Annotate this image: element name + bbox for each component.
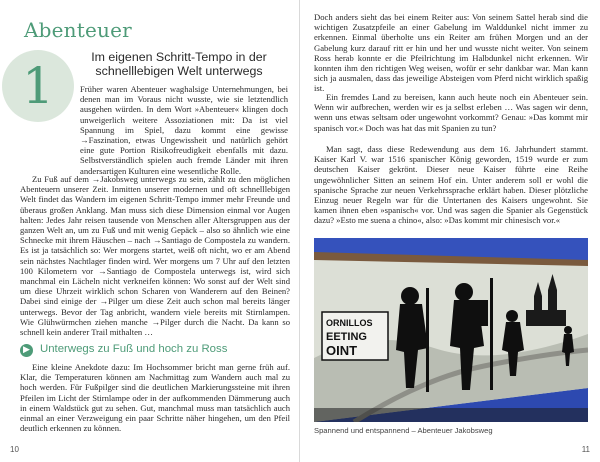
sign-line-2: EETING [326,331,367,343]
right-paragraph-3: Man sagt, dass diese Redewendung aus dem 16. Jahrhundert stammt. Kaiser Karl V. war 1516 spanischer König geworden, 1519 wurde er zum deutschen Kaiser gekrönt. Dieser neue Kaiser führte eine Reihe ungewöhnlicher Sitten an seinem Hof ein. Unter anderem soll er wohl die spanische Sprache zur neuen Verkehrssprache erklärt haben. Dieser plötzliche Einzug neuer Regeln war für die Untertanen des Kaisers ungewohnt. Sie kamen ihnen eben »spanisch« vor. Und was sagen die Spanier als Gegenstück dazu? »Esto me suena a chino«, also: »Das kommt mir chinesisch vor.« [314,144,588,226]
sign-line-3: OINT [326,343,358,358]
chapter-number-badge [2,50,74,122]
section-title: Abenteuer [24,18,132,42]
page-number-right: 11 [581,445,590,454]
page-number-left: 10 [10,445,19,454]
photo-caption: Spannend und entspannend – Abenteuer Jakobsweg [314,426,493,435]
sign-line-1: ORNILLOS [326,318,373,328]
ground-shadow [314,408,588,422]
arrow-right-icon: ▶ [20,344,33,357]
chapter-subtitle: Im eigenen Schritt-Tempo in der schnelllebigen Welt unterwegs [91,50,267,78]
subheading [20,343,290,359]
chapter-number: 1 [22,57,54,115]
right-paragraph-2: Ein fremdes Land zu bereisen, kann auch heute noch ein Abenteuer sein. Wenn wir aufbrechen, werden wir es ja selbst erleben … Was sagen wir denn, wenn uns etwas seltsam oder ungewohnt vorkommt? Genau: »Das kommt mir spanisch vor.« Doch was hat das mit Spanien zu tun? [314,92,588,133]
mural-photo [314,238,588,422]
left-paragraph-1: Früher waren Abenteuer waghalsige Unternehmungen, bei denen man im Voraus nicht wusste, wie sie letztendlich ausgehen würden. In dem Wort »Abenteuer« klingen doch unweigerlich weitere Assoziationen mit: Da ist viel Spannung im Spiel, dazu kommt eine gewisse →Faszination, etwas Ungewissheit und natürlich gehört eine gute Portion Risikofreudigkeit ebenfalls mit dazu. Selbstverständlich spielen auch fremde Länder mit ihren andersartigen Kulturen eine wesentliche Rolle. [80,84,288,176]
right-paragraph-1: Doch anders sieht das bei einem Reiter aus: Von seinem Sattel herab sind die wichtigen Zusatzpfeile an einer Gabelung im Walddunkel nicht immer zu erkennen. Einmal überholte uns ein Reiter am frühen Morgen und an der Gabelung kurz darauf ritt er hin und her und wusste nicht weiter. Von seinem Ross herab konnte er die Pfeilrichtung im Halbdunkel nicht erkennen. Wir konnten ihm den richtigen Weg weisen, wofür er sehr dankbar war. Man kann sich ja ausmalen, dass das jeweilige Absteigen vom Pferd nicht wirklich spaßig ist. [314,12,588,94]
left-paragraph-2: Zu Fuß auf dem →Jakobsweg unterwegs zu sein, zählt zu den möglichen Abenteuern unserer Zeit. Inmitten unserer modernen und oft schnelllebigen Welt findet das Wandern im eigenen Schritt-Tempo immer mehr Freunde und überaus großen Anklang. Man muss sich diese Dimension einmal vor Augen halten: Jedes Jahr reisen tausende von Menschen aller Altersgruppen aus der ganzen Welt an, um zu Fuß und mit wenig Gepäck – also so ähnlich wie eine Schnecke mit ihrem Häuschen – nach →Santiago de Compostela zu wandern. Es ist ja tatsächlich so: Wer morgens startet, weiß oft nicht, wo er am Abend sein nächstes Nachtlager finden wird. Wer morgens um 7 Uhr auf den letzten 100 Kilometern vor →Santiago de Compostela unterwegs ist, wird sich manchmal ein Lächeln nicht verkneifen können: Wo sonst auf der Welt sind um diese Uhrzeit wirklich schon Scharen von Wanderern auf den Beinen? Dabei sind einige der →Pilger um diese Zeit auch schon mal bereits länger unterwegs. Bevor der Tag anbricht, wandern viele bereits mit Stirnlampen. Wie Glühwürmchen ziehen manche →Pilger durch die Nacht. Da kann so schnell kein anderer Trail mithalten … [20,174,290,338]
left-paragraph-3: Eine kleine Anekdote dazu: Im Hochsommer bricht man gerne früh auf. Klar, die Temperaturen können am Nachmittag zum Wandern auch mal zu hoch werden. Für Fußpilger sind die deutlichen Markierungssteine mit ihren Pfeilen im Licht der Stirnlampe oder in der aufkommenden Dämmerung auch in einem Waldstück gut zu sehen. Gut, manchmal muss man tatsächlich auch einmal an einer Verzweigung ein paar Schritte näher hingehen, um den Pfeil deutlich erkennen zu können. [20,362,290,434]
subheading-text: Unterwegs zu Fuß und hoch zu Ross [40,343,228,355]
mural-illustration [314,238,588,422]
right-page [300,0,600,462]
